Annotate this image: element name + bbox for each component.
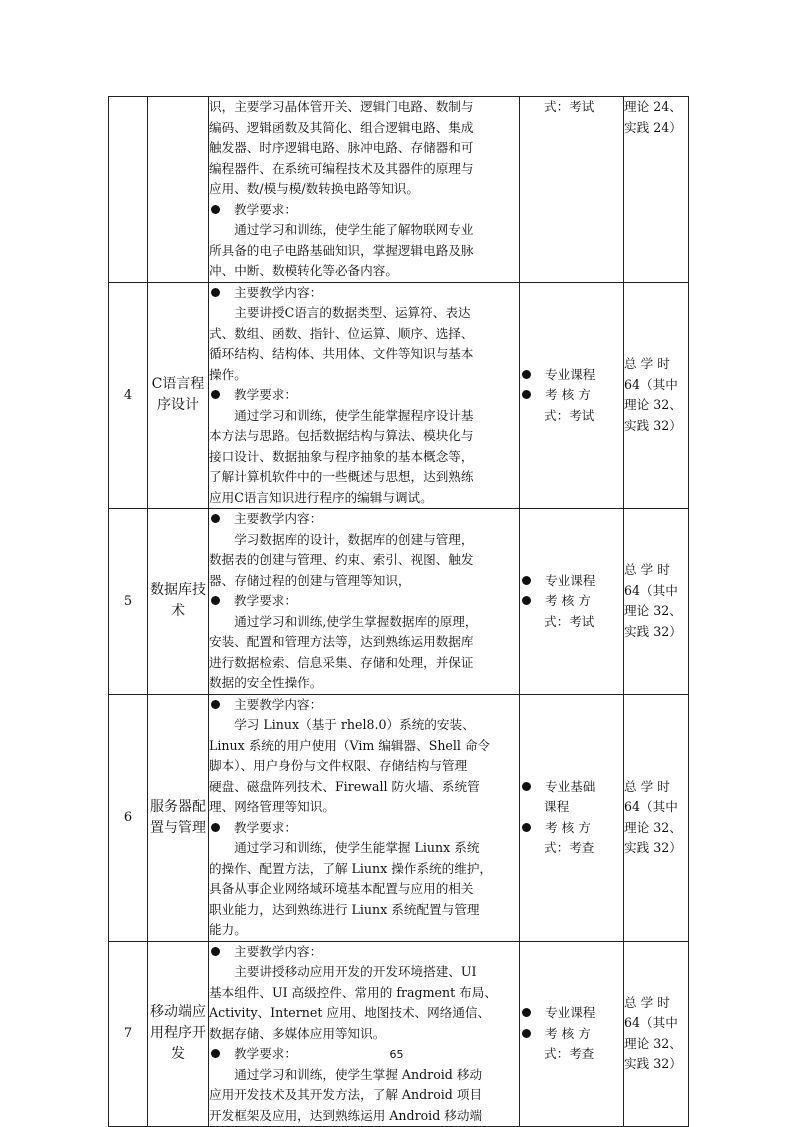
course-number: [109, 97, 148, 283]
type-line: 专业课程: [520, 1003, 623, 1024]
content-line: 应用C语言知识进行程序的编辑与调试。: [209, 489, 433, 505]
bullet-icon: [211, 700, 220, 709]
bullet-icon: [211, 596, 220, 605]
type-line: 式：考试: [544, 99, 595, 114]
table-row: [109, 509, 689, 695]
bullet-icon: [522, 390, 531, 399]
hours-line: 实践 24）: [624, 119, 682, 135]
course-name: [148, 97, 209, 283]
course-hours: [624, 941, 689, 1127]
requirements-heading: 教学要求：: [209, 1044, 519, 1065]
hours-line: 理论 24、: [624, 99, 682, 114]
course-type: [520, 509, 624, 695]
table-row: [109, 97, 689, 283]
content-line: 的操作、配置方法，了解 Liunx 操作系统的维护，: [209, 860, 493, 876]
content-line: 接口设计、数据抽象与程序抽象的基本概念等，: [209, 448, 474, 464]
hours-line: 理论 32、: [624, 1035, 682, 1051]
content-line: Linux 系统的用户使用（Vim 编辑器、Shell 命令: [209, 737, 491, 753]
type-line: 专业课程: [520, 365, 623, 386]
hours-line: 理论 32、: [624, 819, 682, 835]
hours-line: 总 学 时: [624, 778, 670, 794]
content-line: 能力。: [209, 922, 247, 937]
content-line: 识，主要学习晶体管开关、逻辑门电路、数制与: [209, 99, 474, 114]
hours-line: 总 学 时: [624, 356, 670, 372]
type-line: 式：考查: [544, 1046, 595, 1061]
bullet-icon: [211, 514, 220, 523]
course-number: 5: [109, 509, 148, 695]
content-line: 通过学习和训练，使学生能了解物联网专业: [234, 222, 474, 237]
course-content: [209, 97, 520, 283]
type-line: 考 核 方: [520, 385, 623, 406]
course-type: [520, 282, 624, 509]
course-number: 4: [109, 282, 148, 509]
course-name: C语言程序设计: [148, 282, 209, 509]
content-line: 应用开发技术及其开发方法，了解 Android 项目: [209, 1087, 483, 1102]
type-line: 课程: [544, 799, 570, 814]
hours-line: 实践 32）: [624, 840, 682, 855]
content-heading: 主要教学内容：: [209, 509, 519, 530]
bullet-icon: [211, 288, 220, 297]
content-line: 本方法与思路。包括数据结构与算法、模块化与: [209, 428, 474, 443]
course-content: [209, 282, 520, 509]
course-number: 7: [109, 941, 148, 1127]
course-content: [209, 941, 520, 1127]
content-line: 学习 Linux（基于 rhel8.0）系统的安装、: [234, 717, 475, 732]
content-line: 具备从事企业网络域环境基本配置与应用的相关: [209, 881, 474, 896]
table-row: [109, 941, 689, 1127]
content-line: 应用、数/模与模/数转换电路等知识。: [209, 181, 419, 196]
type-line: 考 核 方: [520, 1024, 623, 1045]
content-line: 职业能力，达到熟练进行 Liunx 系统配置与管理: [209, 901, 480, 917]
bullet-icon: [522, 596, 531, 605]
table-row: [109, 282, 689, 509]
content-line: 通过学习和训练，使学生掌握 Android 移动: [234, 1066, 483, 1082]
course-hours: [624, 694, 689, 941]
content-line: 学习数据库的设计，数据库的创建与管理，: [234, 531, 474, 547]
bullet-icon: [211, 205, 220, 214]
content-line: 通过学习和训练,使学生掌握数据库的原理，: [234, 613, 478, 629]
course-name: 移动端应用程序开发: [148, 941, 209, 1127]
page-number: 65: [389, 1048, 404, 1061]
hours-line: 实践 32）: [624, 417, 682, 433]
type-line: 专业基础: [520, 777, 623, 798]
content-line: Activity、Internet 应用、地图技术、网络通信、: [209, 1005, 491, 1020]
content-line: 编程器件、在系统可编程技术及其器件的原理与: [209, 160, 474, 176]
type-line: 式：考试: [544, 613, 595, 629]
course-type: [520, 97, 624, 283]
content-line: 式、数组、函数、指针、位运算、顺序、选择、: [209, 325, 474, 341]
hours-line: 总 学 时: [624, 562, 670, 578]
content-line: 基本组件、UI 高级控件、常用的 fragment 布局、: [209, 984, 497, 1000]
course-hours: [624, 97, 689, 283]
content-line: 了解计算机软件中的一些概述与思想，达到熟练: [209, 469, 474, 484]
course-hours: [624, 282, 689, 509]
course-table: [108, 96, 689, 1127]
content-line: 操作。: [209, 366, 247, 382]
content-line: 通过学习和训练，使学生能掌握程序设计基: [234, 407, 474, 423]
hours-line: 实践 32）: [624, 623, 682, 639]
type-line: 考 核 方: [520, 591, 623, 612]
bullet-icon: [522, 782, 531, 791]
course-type: [520, 694, 624, 941]
type-line: 专业课程: [520, 571, 623, 592]
hours-line: 理论 32、: [624, 603, 682, 619]
content-line: 数据表的创建与管理、约束、索引、视图、触发: [209, 552, 474, 567]
type-line: 式：考试: [544, 407, 595, 423]
bullet-icon: [522, 1008, 531, 1017]
bullet-icon: [211, 390, 220, 399]
hours-line: 64（其中: [624, 1015, 678, 1031]
content-line: 通过学习和训练，使学生能掌握 Liunx 系统: [234, 840, 480, 855]
requirements-heading: 教学要求：: [209, 818, 519, 839]
bullet-icon: [522, 576, 531, 585]
bullet-icon: [522, 1029, 531, 1038]
requirements-heading: 教学要求：: [209, 385, 519, 406]
requirements-heading: 教学要求：: [209, 200, 519, 221]
content-line: 数据的安全性操作。: [209, 675, 323, 690]
content-line: 触发器、时序逻辑电路、脉冲电路、存储器和可: [209, 140, 474, 155]
hours-line: 64（其中: [624, 376, 678, 392]
content-heading: 主要教学内容：: [209, 942, 519, 963]
content-line: 冲、中断、数模转化等必备内容。: [209, 263, 398, 278]
content-line: 硬盘、磁盘阵列技术、Firewall 防火墙、系统管: [209, 778, 480, 794]
hours-line: 理论 32、: [624, 397, 682, 413]
hours-line: 64（其中: [624, 582, 678, 598]
requirements-heading: 教学要求：: [209, 591, 519, 612]
content-line: 理、网络管理等知识。: [209, 799, 335, 814]
bullet-icon: [522, 370, 531, 379]
bullet-icon: [522, 823, 531, 832]
course-name: 数据库技术: [148, 509, 209, 695]
content-line: 进行数据检索、信息采集、存储和处理，并保证: [209, 654, 474, 670]
content-line: 安装、配置和管理方法等，达到熟练运用数据库: [209, 634, 474, 649]
hours-line: 总 学 时: [624, 994, 670, 1010]
content-line: 所具备的电子电路基础知识，掌握逻辑电路及脉: [209, 242, 474, 258]
course-content: [209, 694, 520, 941]
content-heading: 主要教学内容：: [209, 283, 519, 304]
table-row: [109, 694, 689, 941]
type-line: 考 核 方: [520, 818, 623, 839]
course-name: 服务器配置与管理: [148, 694, 209, 941]
content-line: 主要讲授C语言的数据类型、运算符、表达: [234, 305, 471, 320]
content-line: 编码、逻辑函数及其简化、组合逻辑电路、集成: [209, 119, 474, 135]
type-line: 式：考查: [544, 840, 595, 855]
course-content: [209, 509, 520, 695]
hours-line: 实践 32）: [624, 1056, 682, 1072]
content-line: 循环结构、结构体、共用体、文件等知识与基本: [209, 346, 474, 361]
hours-line: 64（其中: [624, 799, 678, 814]
content-line: 开发框架及应用，达到熟练运用 Android 移动端: [209, 1107, 483, 1123]
content-line: 数据存储、多媒体应用等知识。: [209, 1025, 386, 1041]
bullet-icon: [211, 823, 220, 832]
course-hours: [624, 509, 689, 695]
content-line: 脚本）、用户身份与文件权限、存储结构与管理: [209, 758, 468, 773]
content-line: 主要讲授移动应用开发的开发环境搭建、UI: [234, 964, 477, 979]
course-number: 6: [109, 694, 148, 941]
bullet-icon: [211, 947, 220, 956]
content-line: 器、存储过程的创建与管理等知识，: [209, 572, 411, 588]
content-heading: 主要教学内容：: [209, 695, 519, 716]
course-type: [520, 941, 624, 1127]
